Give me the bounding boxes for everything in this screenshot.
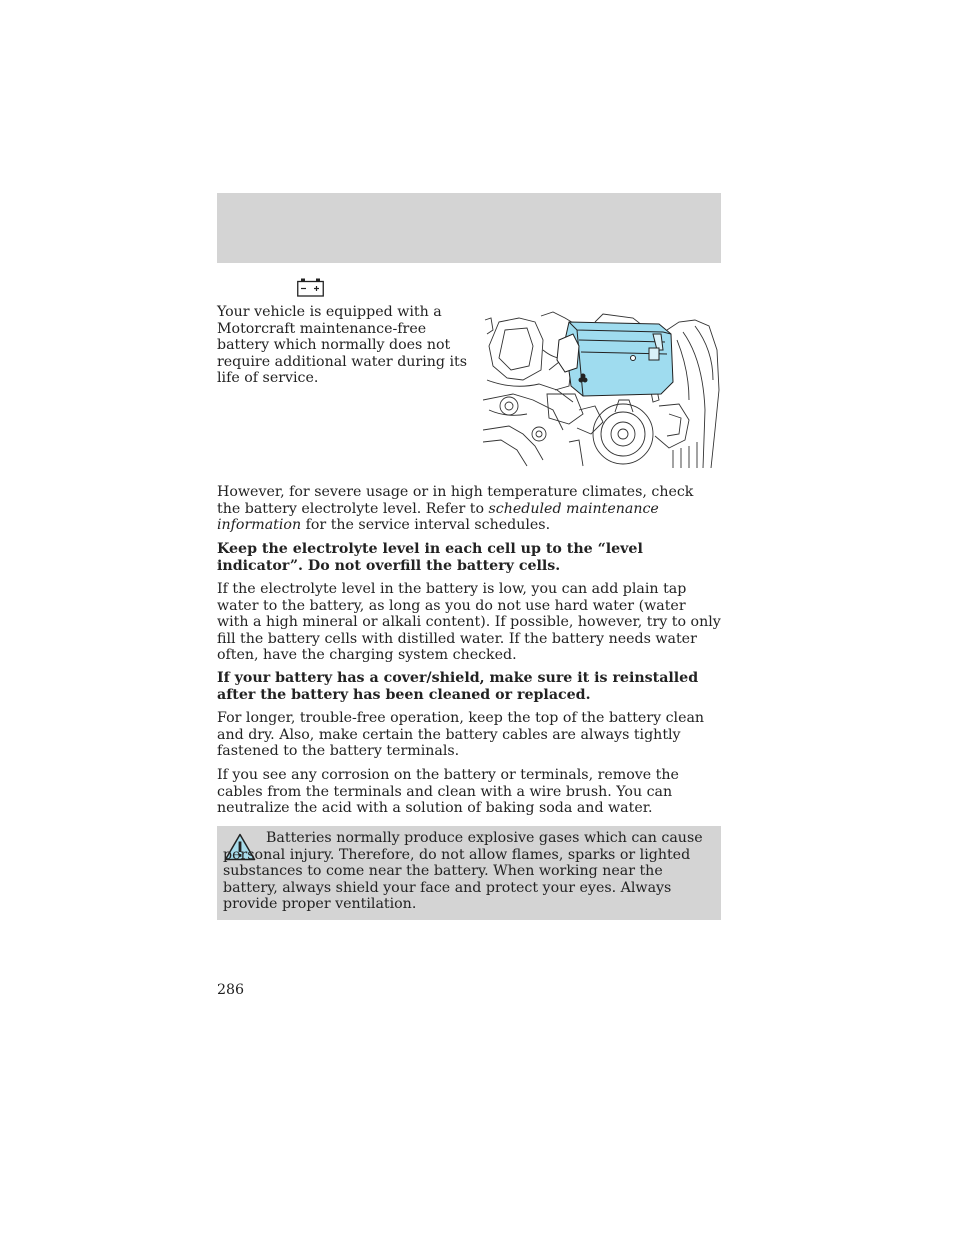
severe-usage-paragraph: [217, 484, 721, 534]
low-electrolyte-paragraph: If the electrolyte level in the battery is low, you can add plain tap water to the battery, as long as you do not use hard water (water with a high mineral or alkali content). If possible, however, try to only fill the battery cells with distilled water. If the battery needs water often, have the charging system checked.: [217, 581, 721, 663]
electrolyte-level-notice: Keep the electrolyte level in each cell up to the “level indicator”. Do not overfill the battery cells.: [217, 541, 643, 574]
battery-icon: [297, 278, 324, 297]
severe-usage-text-end: for the service interval schedules.: [301, 517, 551, 533]
maintenance-paragraph: For longer, trouble-free operation, keep the top of the battery clean and dry. Also, make certain the battery cables are always tightly fastened to the battery terminals.: [217, 710, 705, 759]
warning-box: [217, 826, 721, 920]
intro-paragraph: Your vehicle is equipped with a Motorcraft maintenance-free battery which normally does not require additional water during its life of service.: [217, 304, 467, 386]
severe-usage-text-start: However, for severe usage or in high temperature climates, check the battery electrolyte level. Refer to: [217, 484, 694, 517]
corrosion-paragraph: If you see any corrosion on the battery or terminals, remove the cables from the terminals and clean with a wire brush. You can neutralize the acid with a solution of baking soda and water.: [217, 767, 679, 816]
scheduled-maintenance-reference: scheduled maintenance information: [217, 500, 659, 533]
section-header-band: [217, 193, 721, 263]
page-number: 286: [217, 982, 245, 998]
engine-battery-illustration: [483, 310, 721, 468]
warning-text: Batteries normally produce explosive gases which can cause personal injury. Therefore, do not allow flames, sparks or lighted substances to come near the battery. When working near the battery, always shield your face and protect your eyes. Always provide proper ventilation.: [223, 830, 703, 912]
cover-shield-notice: If your battery has a cover/shield, make sure it is reinstalled after the battery has been cleaned or replaced.: [217, 670, 699, 703]
